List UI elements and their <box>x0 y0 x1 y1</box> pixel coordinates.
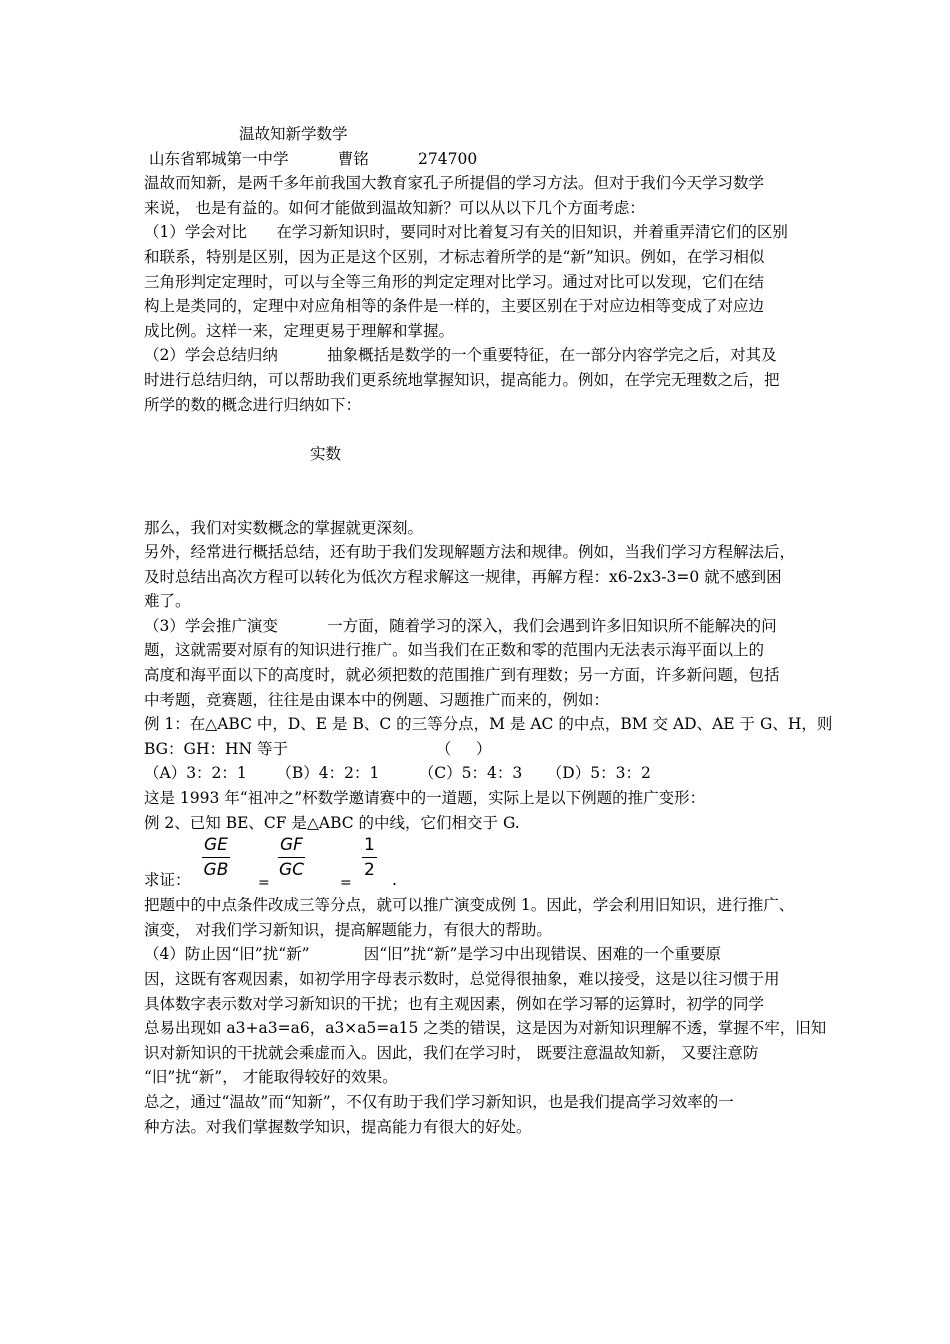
paragraph-line: 时进行总结归纳，可以帮助我们更系统地掌握知识，提高能力。例如，在学完无理数之后，把 <box>144 370 780 389</box>
paragraph-line: （3）学会推广演变 一方面，随着学习的深入，我们会遇到许多旧知识所不能解决的问 <box>144 616 777 635</box>
paragraph-line: 总之，通过“温故”而“知新”，不仅有助于我们学习新知识，也是我们提高学习效率的一 <box>144 1092 734 1111</box>
equals-sign: = <box>258 875 270 892</box>
paragraph-line: 另外，经常进行概括总结，还有助于我们发现解题方法和规律。例如，当我们学习方程解法后， <box>144 543 796 562</box>
fraction-ge-gb <box>202 835 230 880</box>
answer-options: （A）3：2：1 （B）4：2：1 （C）5：4：3 （D）5：3：2 <box>144 764 651 783</box>
paragraph-line: 演变， 对我们学习新知识，提高解题能力，有很大的帮助。 <box>144 920 552 939</box>
fraction-numerator: 1 <box>362 835 377 858</box>
fraction-one-half <box>362 835 377 880</box>
period: . <box>392 871 397 890</box>
paragraph-line: 成比例。这样一来，定理更易于理解和掌握。 <box>144 321 455 340</box>
paragraph-line: 难了。 <box>144 592 191 611</box>
paragraph-line: 把题中的中点条件改成三等分点，就可以推广演变成例 1。因此，学会利用旧知识，进行推广、 <box>144 896 795 915</box>
paragraph-line: 来说， 也是有益的。如何才能做到温故知新？可以从以下几个方面考虑： <box>144 198 645 217</box>
paragraph-line: 构上是类同的，定理中对应角相等的条件是一样的，主要区别在于对应边相等变成了对应边 <box>144 297 765 316</box>
blank-space <box>144 491 812 516</box>
fraction-denominator: GC <box>278 860 304 881</box>
paragraph-line: 三角形判定定理时，可以与全等三角形的判定定理对比学习。通过对比可以发现，它们在结 <box>144 272 765 291</box>
paragraph-line: 识对新知识的干扰就会乘虚而入。因此，我们在学习时， 既要注意温故知新， 又要注意防 <box>144 1043 759 1062</box>
paragraph-line: 种方法。对我们掌握数学知识，提高能力有很大的好处。 <box>144 1117 532 1136</box>
example-1-line: BG：GH：HN 等于 （ ） <box>144 739 492 758</box>
paragraph-line: （4）防止因“旧”扰“新” 因“旧”扰“新”是学习中出现错误、困难的一个重要原 <box>144 945 721 964</box>
blank-space <box>144 417 812 442</box>
fraction-numerator: GF <box>278 835 305 858</box>
equals-sign: = <box>340 875 352 892</box>
section-2-to-example-2 <box>144 516 833 836</box>
paragraph-line: “旧”扰“新”， 才能取得较好的效果。 <box>144 1068 398 1087</box>
paragraph-line: 总易出现如 a3+a3=a6，a3×a5=a15 之类的错误，这是因为对新知识理解不透，掌握不牢，旧知 <box>144 1019 827 1038</box>
paragraph-line: （2）学会总结归纳 抽象概括是数学的一个重要特征，在一部分内容学完之后，对其及 <box>144 346 777 365</box>
author-line: 山东省郓城第一中学 曹铭 274700 <box>149 149 478 168</box>
document-title: 温故知新学数学 <box>239 125 348 143</box>
blank-space <box>144 466 812 491</box>
paragraph-line: 这是 1993 年“祖冲之”杯数学邀请赛中的一道题，实际上是以下例题的推广变形： <box>144 789 706 808</box>
section-intro-to-2 <box>144 171 812 417</box>
paragraph-line: 所学的数的概念进行归纳如下： <box>144 395 362 414</box>
paragraph-line: （1）学会对比 在学习新知识时，要同时对比着复习有关的旧知识，并着重弄清它们的区别 <box>144 223 788 242</box>
real-number-label: 实数 <box>310 444 342 463</box>
paragraph-line: 中考题，竞赛题，往往是由课本中的例题、习题推广而来的，例如： <box>144 690 610 709</box>
paragraph-line: 那么，我们对实数概念的掌握就更深刻。 <box>144 518 424 537</box>
paragraph-line: 及时总结出高次方程可以转化为低次方程求解这一规律，再解方程：x6-2x3-3=0 就不感到困 <box>144 567 782 586</box>
proof-formula <box>144 835 812 893</box>
paragraph-line: 温故而知新，是两千多年前我国大教育家孔子所提倡的学习方法。但对于我们今天学习数学 <box>144 174 765 193</box>
paragraph-line: 题，这就需要对原有的知识进行推广。如当我们在正数和零的范围内无法表示海平面以上的 <box>144 641 765 660</box>
paragraph-line: 和联系，特别是区别，因为正是这个区别，才标志着所学的是“新”知识。例如，在学习相似 <box>144 247 765 266</box>
fraction-denominator: GB <box>203 860 229 881</box>
document-page <box>144 122 833 1139</box>
section-after-proof <box>144 893 827 1139</box>
fraction-gf-gc <box>278 835 305 880</box>
fraction-denominator: 2 <box>364 860 375 881</box>
paragraph-line: 高度和海平面以下的高度时，就必须把数的范围推广到有理数；另一方面，许多新问题，包括 <box>144 666 780 685</box>
fraction-numerator: GE <box>202 835 230 858</box>
paragraph-line: 具体数字表示数对学习新知识的干扰；也有主观因素，例如在学习幂的运算时，初学的同学 <box>144 994 765 1013</box>
proof-label: 求证： <box>144 871 191 890</box>
paragraph-line: 因，这既有客观因素，如初学用字母表示数时，总觉得很抽象，难以接受，这是以往习惯于用 <box>144 970 780 988</box>
example-2-line: 例 2、已知 BE、CF 是△ABC 的中线，它们相交于 G. <box>144 813 520 832</box>
example-1-line: 例 1：在△ABC 中，D、E 是 B、C 的三等分点，M 是 AC 的中点，BM 交 AD、AE 于 G、H，则 <box>144 715 833 734</box>
